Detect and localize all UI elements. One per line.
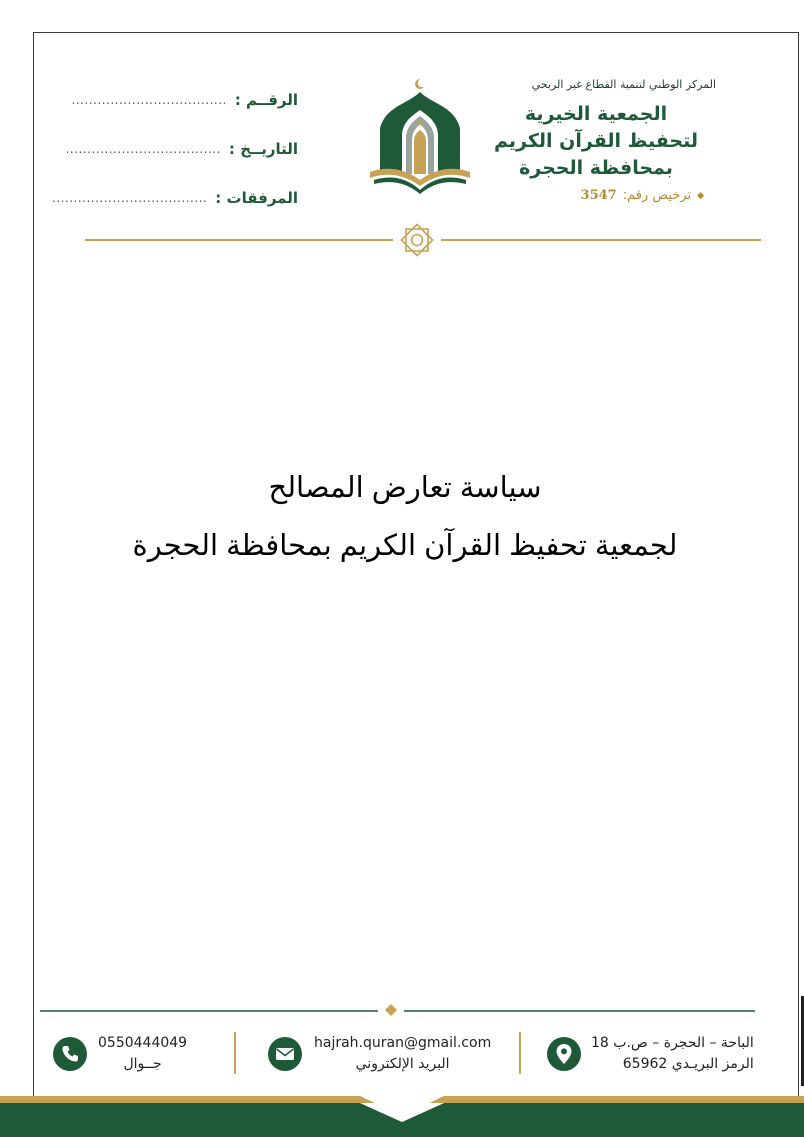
footer-phone (53, 1030, 187, 1078)
email-address[interactable]: hajrah.quran@gmail.com (314, 1035, 492, 1051)
reference-number-field (71, 88, 298, 112)
organization-block (476, 78, 716, 203)
document-title-line-2: لجمعية تحفيظ القرآن الكريم بمحافظة الحجرة (132, 530, 678, 562)
license-label: ترخيص رقم: (622, 188, 692, 203)
org-name-line-2: لتحفيظ القرآن الكريم (493, 130, 698, 152)
address-line-1: الباحة – الحجرة – ص.ب 18 (591, 1035, 754, 1051)
footer-band (0, 1094, 804, 1137)
org-name-line-3: بمحافظة الحجرة (519, 157, 673, 179)
footer-address (547, 1030, 754, 1078)
attachments-field (51, 186, 298, 210)
address-line-2: الرمز البريـدي 65962 (622, 1056, 754, 1072)
document-title-line-1: سياسة تعارض المصالح (268, 472, 542, 504)
org-parent-center: المركز الوطني لتنمية القطاع غير الربحي (531, 78, 716, 91)
email-label: البريد الإلكتروني (355, 1056, 450, 1072)
diamond-bullet-icon: ◆ (697, 190, 704, 201)
date-field (65, 137, 298, 161)
phone-label: جــوال (123, 1056, 162, 1072)
license-number: 3547 (580, 188, 617, 203)
footer-separator (519, 1032, 521, 1074)
phone-icon (53, 1037, 87, 1071)
location-icon (547, 1037, 581, 1071)
reference-number-blank: .................................... (71, 93, 227, 107)
date-label: التاريــخ : (228, 140, 298, 158)
diamond-ornament-icon (385, 1004, 397, 1016)
footer-divider (40, 1001, 755, 1017)
mail-icon (268, 1037, 302, 1071)
org-name-line-1: الجمعية الخيرية (524, 103, 668, 125)
attachments-blank: .................................... (51, 191, 208, 205)
phone-number: 0550444049 (98, 1035, 188, 1051)
footer-email (268, 1030, 491, 1078)
date-blank: .................................... (65, 142, 221, 156)
header-divider (85, 222, 761, 258)
reference-number-label: الرقــم : (234, 91, 298, 109)
star-ornament-icon (401, 224, 432, 255)
footer-separator (234, 1032, 236, 1074)
attachments-label: المرفقات : (215, 189, 298, 207)
mosque-book-logo (364, 76, 476, 198)
license-row (476, 188, 716, 203)
